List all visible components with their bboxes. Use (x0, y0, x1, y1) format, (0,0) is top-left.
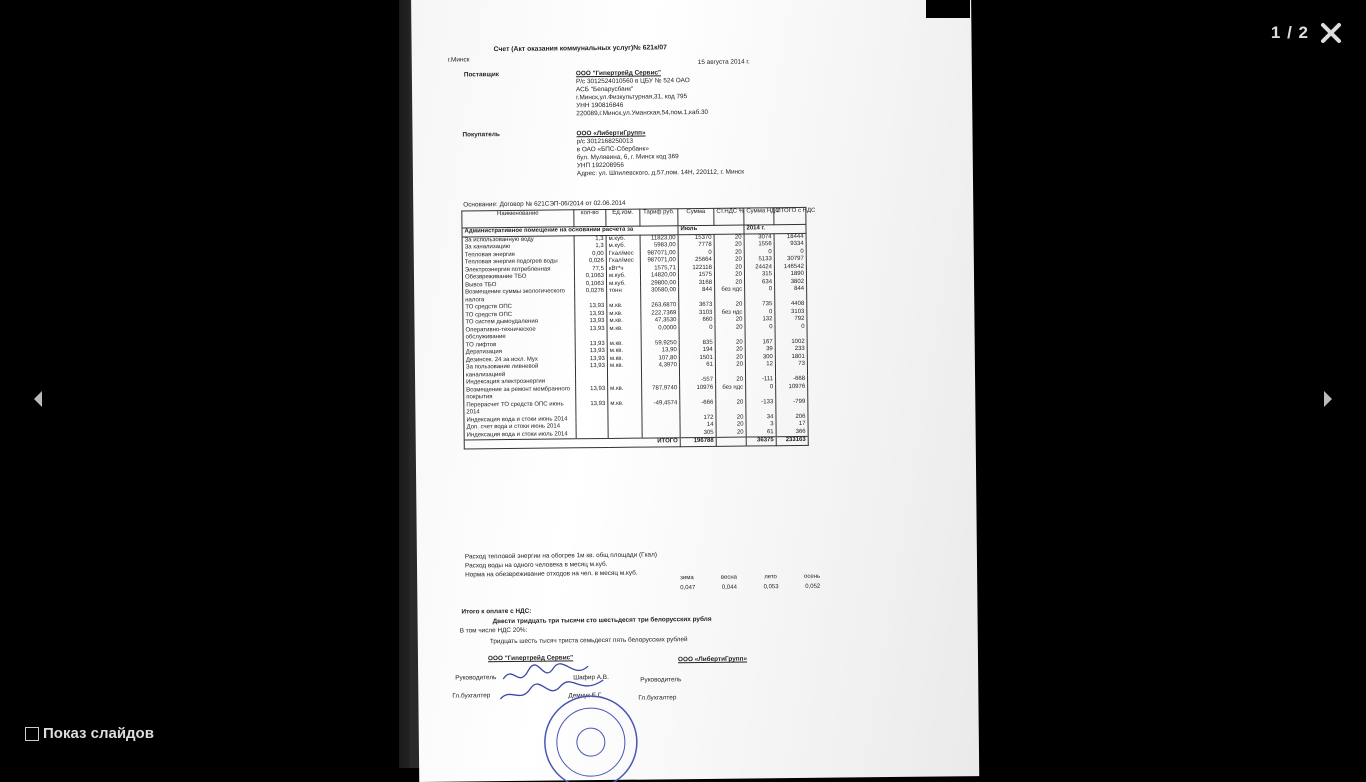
row-cell: м.кв. (608, 385, 642, 400)
row-cell: 0,1063 (574, 273, 606, 281)
row-cell: кВт*ч (606, 265, 640, 273)
row-cell: 13,93 (575, 318, 607, 326)
row-cell: 1801 (775, 353, 807, 361)
row-cell: 792 (775, 316, 807, 324)
row-item-name: Оперативно-техническое обслуживание (463, 326, 575, 342)
buyer-accountant-label: Гл.бухгалтер (638, 694, 677, 702)
supplier-line: УНН 190816846 (576, 101, 624, 110)
row-cell: 20 (716, 399, 746, 414)
row-cell: 0 (746, 384, 776, 399)
row-cell: 1,3 (574, 235, 606, 243)
row-cell: м.кв. (608, 400, 642, 415)
row-cell: 20 (714, 264, 744, 272)
row-cell: 7778 (678, 242, 714, 250)
column-header: Ед.изм. (606, 209, 640, 226)
buyer-signature-company (678, 656, 747, 665)
season-value: 0,053 (763, 584, 779, 591)
next-button[interactable] (1321, 389, 1335, 409)
row-cell: 366 (776, 428, 808, 436)
row-cell: 3802 (775, 278, 807, 286)
slideshow-label: Показ слайдов (43, 725, 154, 742)
row-cell: м.кв. (607, 310, 641, 318)
season-value: 0,052 (805, 583, 821, 590)
total-vat-rate (716, 437, 746, 446)
row-cell: м.куб. (606, 235, 640, 243)
buyer-head-label: Руководитель (640, 676, 682, 684)
row-cell: 14820,00 (640, 272, 678, 280)
row-cell: 20 (715, 339, 745, 347)
row-item-name: Тепловая энергия подогрев воды (462, 258, 574, 267)
row-cell: м.кв. (607, 325, 641, 340)
vat-words: Тридцать шесть тысяч триста семьдесят пять белорусских рублей (489, 636, 688, 646)
row-cell: 167 (745, 339, 775, 347)
row-cell: -799 (776, 398, 808, 413)
column-header: Сумма НДС (744, 208, 774, 225)
document-title: Счет (Акт оказания коммунальных услуг)№ 621к/07 (493, 44, 667, 54)
row-cell: 13,93 (575, 310, 607, 318)
row-cell: 20 (714, 272, 744, 280)
row-cell: 844 (775, 286, 807, 301)
row-cell: -668 (776, 376, 808, 384)
row-cell: 24424 (744, 264, 774, 272)
season-label: осень (803, 573, 821, 580)
row-cell: 0 (745, 309, 775, 317)
supplier-line: г.Минск,ул.Физкультурная,31, код 795 (576, 93, 688, 102)
row-cell: 107,80 (641, 355, 679, 363)
row-cell: 4408 (775, 301, 807, 309)
row-cell: 5133 (744, 256, 774, 264)
row-cell: 1,3 (574, 243, 606, 251)
row-cell: 12 (745, 361, 775, 376)
column-header: ИТОГО с НДС (774, 207, 806, 224)
row-cell: 34 (746, 414, 776, 422)
row-cell: 844 (679, 287, 715, 302)
row-cell: 20 (716, 377, 746, 385)
row-cell: 3103 (775, 308, 807, 316)
row-cell: 987071,00 (640, 250, 678, 258)
row-cell: 3074 (744, 233, 774, 241)
row-cell: 20 (716, 414, 746, 422)
row-cell: 13,93 (576, 385, 608, 400)
buyer-details (576, 129, 744, 179)
row-cell: 20 (715, 302, 745, 310)
row-cell: 10976 (776, 383, 808, 398)
invoice-document (411, 0, 979, 782)
row-cell: 194 (679, 347, 715, 355)
row-cell: -111 (746, 376, 776, 384)
note-line: Норма на обезвреживание отходов на чел. в месяц м.куб. (465, 569, 638, 579)
column-header: Тариф руб. (640, 209, 678, 226)
season-value: 0,047 (680, 585, 696, 592)
total-sum: 196788 (680, 437, 716, 446)
row-cell: 835 (679, 339, 715, 347)
document-date: 15 августа 2014 г. (697, 58, 750, 67)
chevron-right-icon (1321, 389, 1335, 409)
row-cell: 0,026 (574, 258, 606, 266)
note-line: Расход воды на одного человека в месяц м.куб. (464, 560, 608, 570)
note-line: Расход тепловой энергии на обогрев 1м кв. общ площади (Гкал) (464, 551, 657, 561)
row-cell: 13,93 (575, 340, 607, 348)
row-cell: 47,3530 (641, 317, 679, 325)
company-stamp (538, 690, 649, 781)
row-cell: 3168 (679, 279, 715, 287)
row-cell: 1890 (774, 271, 806, 279)
row-cell: -133 (746, 399, 776, 414)
row-cell: тонн (607, 288, 641, 303)
row-cell: 987071,00 (640, 257, 678, 265)
head-signature-label: Руководитель (455, 674, 497, 682)
row-cell: 1575,71 (640, 265, 678, 273)
row-cell: -49,4574 (642, 400, 680, 415)
buyer-company: ООО «ЛибертиГрупп» (677, 655, 748, 664)
row-item-name: Доп. счет вода и стоки июнь 2014 (464, 423, 576, 432)
row-cell: 13,90 (641, 347, 679, 355)
buyer-label: Покупатель (462, 131, 500, 139)
row-item-name: За канализацию (462, 243, 574, 252)
row-item-name: ТО лифтов (463, 341, 575, 350)
row-cell: 18444 (774, 233, 806, 241)
row-item-name: Возмещение суммы экологического налога (463, 288, 575, 304)
row-cell: 20 (714, 257, 744, 265)
row-cell: 735 (745, 301, 775, 309)
row-cell: 20 (716, 422, 746, 430)
photo (399, 0, 968, 768)
row-cell: 0,0276 (575, 288, 607, 303)
row-cell: 20 (715, 324, 745, 339)
row-cell: Гкал/мес (606, 258, 640, 266)
row-cell: 315 (744, 271, 774, 279)
row-cell: 305 (680, 429, 716, 437)
season-label: весна (720, 574, 738, 581)
row-cell: 59,9250 (641, 340, 679, 348)
row-cell: 132 (745, 316, 775, 324)
buyer-line: в ОАО «БПС-Сбербанк» (576, 145, 649, 154)
slideshow-checkbox[interactable] (25, 727, 39, 741)
row-item-name: ТО средств ОПС (463, 311, 575, 320)
row-cell: Гкал/мес (606, 250, 640, 258)
chevron-left-icon (31, 389, 45, 409)
buyer-name: ООО «ЛибертиГрупп» (576, 129, 646, 138)
row-cell: 5983,00 (640, 242, 678, 250)
row-cell: 9334 (774, 241, 806, 249)
row-cell: 634 (745, 279, 775, 287)
row-cell: 0,0000 (641, 325, 679, 340)
row-cell: 233 (775, 346, 807, 354)
row-item-name: Вывоз ТБО (463, 281, 575, 290)
total-label: ИТОГО (464, 438, 680, 449)
row-cell: 13,93 (575, 325, 607, 340)
vat-label: В том числе НДС 20%: (459, 626, 528, 635)
row-cell: 20 (715, 279, 745, 287)
section-month: Июль (678, 225, 744, 234)
season-label: зима (680, 575, 694, 582)
supplier-line: АСБ "Беларусбанк" (575, 85, 634, 94)
row-cell: 1556 (744, 241, 774, 249)
row-cell: м.куб. (607, 280, 641, 288)
row-cell: 13,93 (575, 348, 607, 356)
pay-total-words: Двести тридцать три тысячи сто шестьдесят три белорусских рубля (492, 615, 712, 626)
supplier-company: ООО "Гипертрейд Сервис" (487, 654, 574, 663)
row-cell: 20 (715, 317, 745, 325)
invoice-table (461, 207, 816, 449)
row-cell: 4,3970 (641, 362, 679, 377)
supplier-line: 220089,г.Минск,ул.Уманская,54,пом.1,каб.30 (576, 108, 709, 118)
row-cell: 0 (774, 248, 806, 256)
close-icon (1320, 22, 1342, 44)
column-header: Наименование (462, 210, 574, 228)
row-cell: 14 (680, 422, 716, 430)
row-cell: 0 (744, 249, 774, 257)
supplier-line: Р/с 3012524010560 в ЦБУ № 524 ОАО (575, 77, 690, 86)
row-cell: 61 (679, 362, 715, 377)
row-item-name: Индексация электроэнергии (464, 378, 576, 387)
row-cell: м.кв. (607, 303, 641, 311)
row-cell: м.куб. (606, 273, 640, 281)
row-cell: 13,93 (575, 355, 607, 363)
row-cell: м.кв. (607, 348, 641, 356)
row-cell: 300 (745, 354, 775, 362)
row-cell: м.кв. (607, 363, 641, 378)
row-item-name: Возмещение за ремонт мембранного покрытия (464, 386, 576, 402)
row-cell: 263,6870 (641, 302, 679, 310)
row-cell: 0 (678, 249, 714, 257)
row-cell: 0 (745, 286, 775, 301)
row-cell: 0,1063 (575, 280, 607, 288)
row-cell: 61 (746, 429, 776, 437)
row-cell: 30797 (774, 256, 806, 264)
total-with-vat: 233163 (776, 436, 808, 445)
row-cell: без ндс (716, 384, 746, 399)
row-cell: 0,00 (574, 250, 606, 258)
accountant-signature-name: Демчук Е.Г. (568, 692, 603, 700)
row-cell: 3673 (679, 302, 715, 310)
row-item-name: Дезинсек. 24 за искл. Мух (463, 356, 575, 365)
row-cell: 787,9740 (642, 385, 680, 400)
row-cell: м.кв. (607, 340, 641, 348)
row-cell: 0 (679, 324, 715, 339)
section-year: 2014 г. (744, 224, 806, 233)
row-cell: 20 (714, 249, 744, 257)
document-city: г.Минск (447, 56, 470, 64)
row-cell: -557 (680, 377, 716, 385)
row-cell: 146542 (774, 263, 806, 271)
row-cell: 122118 (678, 264, 714, 272)
row-cell: 660 (679, 317, 715, 325)
buyer-line: Адрес: ул. Шпилевского, д.57,пом. 14Н, 220112, г. Минск (576, 168, 745, 178)
row-cell: без ндс (715, 287, 745, 302)
row-item-name: Электроэнергия потребленная (462, 266, 574, 275)
season-label: лето (764, 574, 777, 581)
row-cell: 77,5 (574, 265, 606, 273)
photo-corner (926, 0, 970, 18)
row-cell: 3 (746, 421, 776, 429)
row-cell: 30580,00 (641, 287, 679, 302)
row-cell: 206 (776, 413, 808, 421)
row-cell: 15370 (678, 234, 714, 242)
row-cell: 13,93 (576, 400, 608, 415)
row-cell: 1575 (678, 272, 714, 280)
row-cell: 1501 (679, 354, 715, 362)
row-cell: 13,93 (575, 363, 607, 378)
row-cell: 10976 (680, 384, 716, 399)
row-item-name: Дератизация (463, 348, 575, 357)
image-counter: 1 / 2 (1270, 23, 1309, 42)
row-item-name: Тепловая энергия (462, 251, 574, 260)
row-cell: 11823,00 (640, 234, 678, 242)
column-header: Ст.НДС % (714, 208, 744, 225)
row-cell: 20 (715, 354, 745, 362)
season-value: 0,044 (721, 584, 737, 591)
row-cell: 172 (680, 414, 716, 422)
row-item-name: ТО средств ОПС (463, 303, 575, 312)
seasons-norms (680, 573, 820, 592)
slideshow-toggle[interactable] (25, 725, 154, 742)
row-cell: 20 (716, 429, 746, 437)
row-cell: 20 (715, 362, 745, 377)
contract-basis: Основание: Договор № 621СЭП-06/2014 от 02.06.2014 (463, 199, 626, 209)
row-cell: 73 (775, 361, 807, 376)
supplier-name: ООО "Гипертрейд Сервис" (575, 69, 662, 78)
row-item-name: Обезвреживание ТБО (462, 273, 574, 282)
total-vat: 36375 (746, 437, 776, 446)
row-cell: 3103 (679, 309, 715, 317)
row-cell: м.кв. (607, 318, 641, 326)
row-cell: м.кв. (607, 355, 641, 363)
row-cell: 20 (714, 242, 744, 250)
row-cell: 39 (745, 346, 775, 354)
row-cell: 17 (776, 421, 808, 429)
row-cell: -666 (680, 399, 716, 414)
row-item-name: ТО систем дымоудаления (463, 318, 575, 327)
pay-total-title: Итого к оплате с НДС: (461, 607, 532, 616)
column-header: Сумма (678, 208, 714, 225)
row-cell: 20 (714, 234, 744, 242)
close-button[interactable] (1320, 22, 1342, 44)
row-item-name: За использованную воду (462, 235, 574, 244)
row-item-name: За пользование ливневой канализацией (463, 363, 575, 379)
row-item-name: Перерасчет ТО средств ОПС июнь 2014 (464, 401, 576, 417)
row-cell: 0 (775, 323, 807, 338)
row-cell: 20 (715, 347, 745, 355)
row-item-name: Индексация вода и стоки июнь 2014 (464, 416, 576, 425)
row-cell: 0 (745, 324, 775, 339)
accountant-signature-label: Гл.бухгалтер (452, 692, 491, 700)
row-item-name: Индексация вода и стоки июль 2014 (464, 431, 576, 440)
buyer-line: р/с 3012168250013 (576, 137, 634, 146)
row-cell: м.куб. (606, 243, 640, 251)
previous-button[interactable] (31, 389, 45, 409)
row-cell: без ндс (715, 309, 745, 317)
head-signature-name: Шафир А.В. (573, 673, 609, 682)
row-cell: 222,7369 (641, 310, 679, 318)
supplier-details (576, 69, 708, 118)
row-cell: 13,93 (575, 303, 607, 311)
buyer-line: бул. Мулявина, 6, г. Минск код 369 (576, 153, 679, 162)
section-title: Административное помещение на основании расчета за (462, 226, 678, 237)
row-cell: 25664 (678, 257, 714, 265)
supplier-label: Поставщик (463, 71, 500, 79)
row-cell: 1002 (775, 338, 807, 346)
row-cell: 29800,00 (641, 280, 679, 288)
buyer-line: УНП 192208956 (576, 161, 624, 170)
column-header: кол-во (574, 209, 606, 226)
